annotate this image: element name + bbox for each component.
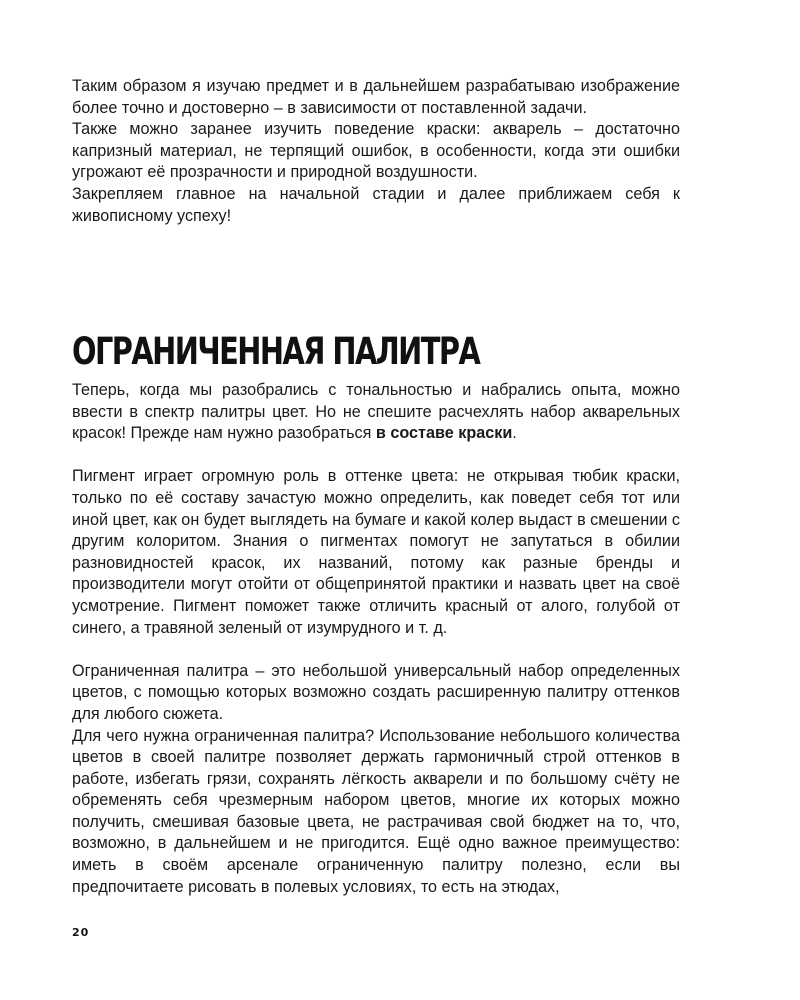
page-number: 20 — [72, 926, 90, 939]
paragraph-gap — [72, 445, 680, 467]
paragraph-text: Теперь, когда мы разобрались с тональностью и набрались опыта, можно ввести в спектр палитры цвет. Но не спешите расчехлять набор акварельных красок! Прежде нам нужно разобраться — [72, 381, 680, 443]
paragraph-gap — [72, 639, 680, 661]
intro-paragraph: Также можно заранее изучить поведение краски: акварель – достаточно капризный материал, не терпящий ошибок, в особенности, когда эти ошибки угрожают её прозрачности и природной воздушности. — [72, 120, 680, 182]
section-paragraph-composition — [72, 380, 680, 445]
intro-text-block — [72, 76, 680, 227]
paragraph-text: . — [512, 424, 517, 443]
intro-paragraph: Закрепляем главное на начальной стадии и далее приближаем себя к живописному успеху! — [72, 184, 680, 225]
section-paragraph-pigment: Пигмент играет огромную роль в оттенке цвета: не открывая тюбик краски, только по её составу зачастую можно определить, как поведет себя тот или иной цвет, как он будет выглядеть на бумаге и какой колер выдаст в смешении с другим колоритом. Знания о пигментах помогут не запутаться в обилии разновидностей красок, их названий, потому как разные бренды и производители могут отойти от общепринятой практики и назвать цвет на своё усмотрение. Пигмент поможет также отличить красный от алого, голубой от синего, а травяной зеленый от изумрудного и т. д. — [72, 467, 680, 637]
intro-paragraph: Таким образом я изучаю предмет и в дальнейшем разрабатываю изображение более точно и достоверно – в зависимости от поставленной задачи. — [72, 77, 680, 117]
section-paragraph-purpose: Для чего нужна ограниченная палитра? Использование небольшого количества цветов в своей палитре позволяет держать гармоничный строй оттенков в работе, избегать грязи, сохранять лёгкость акварели и по большому счёту не обременять себя чрезмерным набором цветов, многие их которых можно получить, смешивая базовые цвета, не растрачивая свой бюджет на то, что, возможно, в дальнейшем и не пригодится. Ещё одно важное преимущество: иметь в своём арсенале ограниченную палитру полезно, если вы предпочитаете рисовать в полевых условиях, то есть на этюдах, — [72, 726, 680, 896]
emphasis-text: в составе краски — [375, 424, 513, 443]
section-body — [72, 380, 680, 898]
section-heading: ОГРАНИЧЕННАЯ ПАЛИТРА — [72, 330, 480, 373]
section-paragraph-definition: Ограниченная палитра – это небольшой универсальный набор определенных цветов, с помощью которых возможно создать расширенную палитру оттенков для любого сюжета. — [72, 661, 680, 723]
